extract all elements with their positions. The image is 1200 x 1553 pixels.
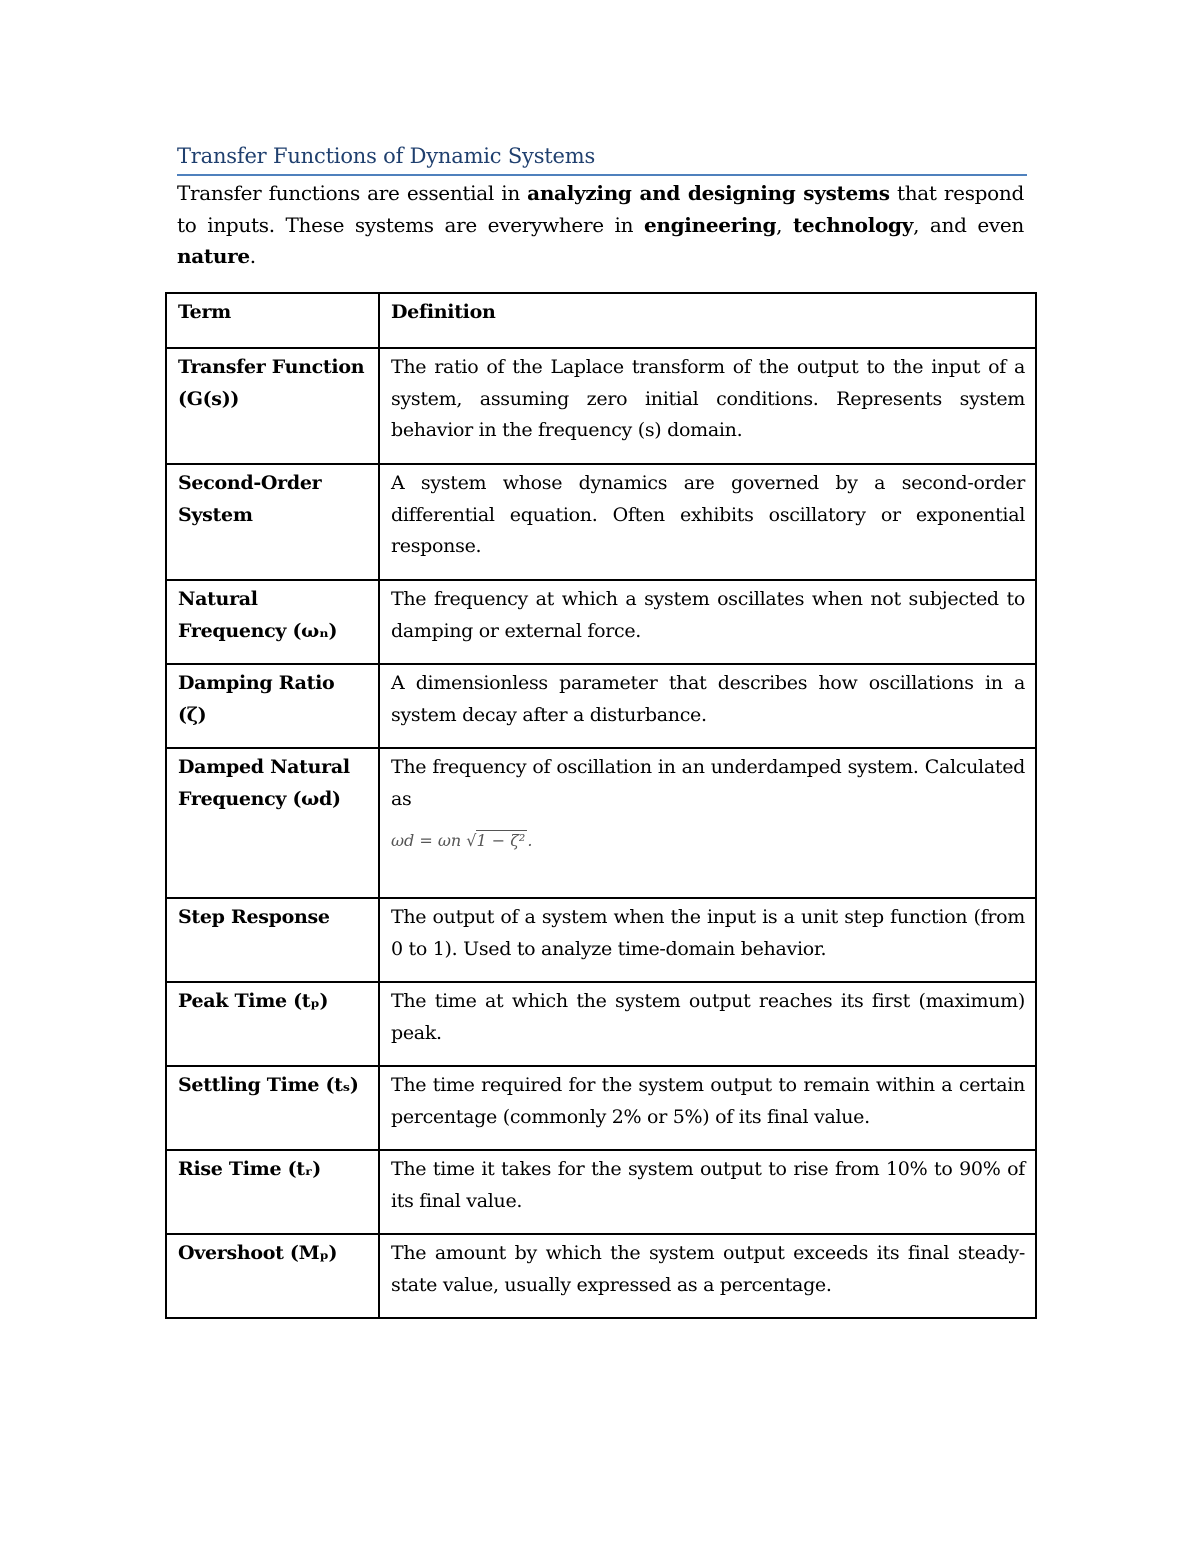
intro-bold-3: technology	[792, 212, 914, 237]
formula-end: .	[527, 831, 533, 850]
intro-text-2: that respond to inputs. These systems are everywhere in	[177, 181, 1024, 237]
term-cell: Natural Frequency (ωₙ)	[166, 580, 379, 664]
table-row	[166, 664, 1036, 748]
intro-text-1: Transfer functions are essential in	[177, 181, 528, 205]
term-cell: Second-Order System	[166, 464, 379, 580]
header-term: Term	[166, 293, 379, 348]
table-row	[166, 580, 1036, 664]
damped-frequency-formula: ωd = ωn √1 − ζ² .	[391, 831, 533, 850]
definition-cell: The output of a system when the input is a unit step function (from 0 to 1). Used to analyze time-domain behavior.	[379, 898, 1036, 982]
definition-text: The frequency of oscillation in an underdamped system. Calculated as	[391, 756, 1025, 810]
definition-cell: The ratio of the Laplace transform of the output to the input of a system, assuming zero initial conditions. Represents system behavior in the frequency (s) domain.	[379, 348, 1036, 464]
table-row	[166, 982, 1036, 1066]
table-row	[166, 1066, 1036, 1150]
formula-lhs: ωd = ωn	[391, 831, 462, 850]
intro-text-4: , and even	[913, 212, 1024, 237]
definition-cell: A system whose dynamics are governed by a second-order differential equation. Often exhibits oscillatory or exponential response.	[379, 464, 1036, 580]
definition-cell: A dimensionless parameter that describes how oscillations in a system decay after a disturbance.	[379, 664, 1036, 748]
intro-text-3: ,	[776, 212, 793, 237]
definition-cell: The amount by which the system output exceeds its final steady-state value, usually expressed as a percentage.	[379, 1234, 1036, 1318]
formula-radicand: 1 − ζ²	[476, 831, 526, 850]
definition-cell: The time required for the system output to remain within a certain percentage (commonly 2% or 5%) of its final value.	[379, 1066, 1036, 1150]
table-row	[166, 1150, 1036, 1234]
term-cell: Damping Ratio (ζ)	[166, 664, 379, 748]
definition-cell: The time it takes for the system output to rise from 10% to 90% of its final value.	[379, 1150, 1036, 1234]
term-cell: Overshoot (Mₚ)	[166, 1234, 379, 1318]
intro-bold-2: engineering	[643, 212, 777, 237]
term-cell: Settling Time (tₛ)	[166, 1066, 379, 1150]
definition-cell	[379, 748, 1036, 898]
header-definition: Definition	[379, 293, 1036, 348]
table-header-row	[166, 293, 1036, 348]
table-row	[166, 898, 1036, 982]
term-cell: Step Response	[166, 898, 379, 982]
table-row	[166, 748, 1036, 898]
intro-text-5: .	[249, 244, 256, 268]
term-cell: Transfer Function (G(s))	[166, 348, 379, 464]
terms-table	[165, 292, 1037, 1319]
term-cell: Peak Time (tₚ)	[166, 982, 379, 1066]
intro-paragraph	[177, 178, 1024, 273]
intro-bold-1: analyzing and designing systems	[527, 181, 890, 205]
table-row	[166, 464, 1036, 580]
definition-cell: The frequency at which a system oscillates when not subjected to damping or external force.	[379, 580, 1036, 664]
definition-cell: The time at which the system output reaches its first (maximum) peak.	[379, 982, 1036, 1066]
table-row	[166, 1234, 1036, 1318]
term-cell: Damped Natural Frequency (ωd)	[166, 748, 379, 898]
intro-bold-4: nature	[177, 244, 250, 268]
term-cell: Rise Time (tᵣ)	[166, 1150, 379, 1234]
table-row	[166, 348, 1036, 464]
document-title: Transfer Functions of Dynamic Systems	[177, 141, 1027, 176]
